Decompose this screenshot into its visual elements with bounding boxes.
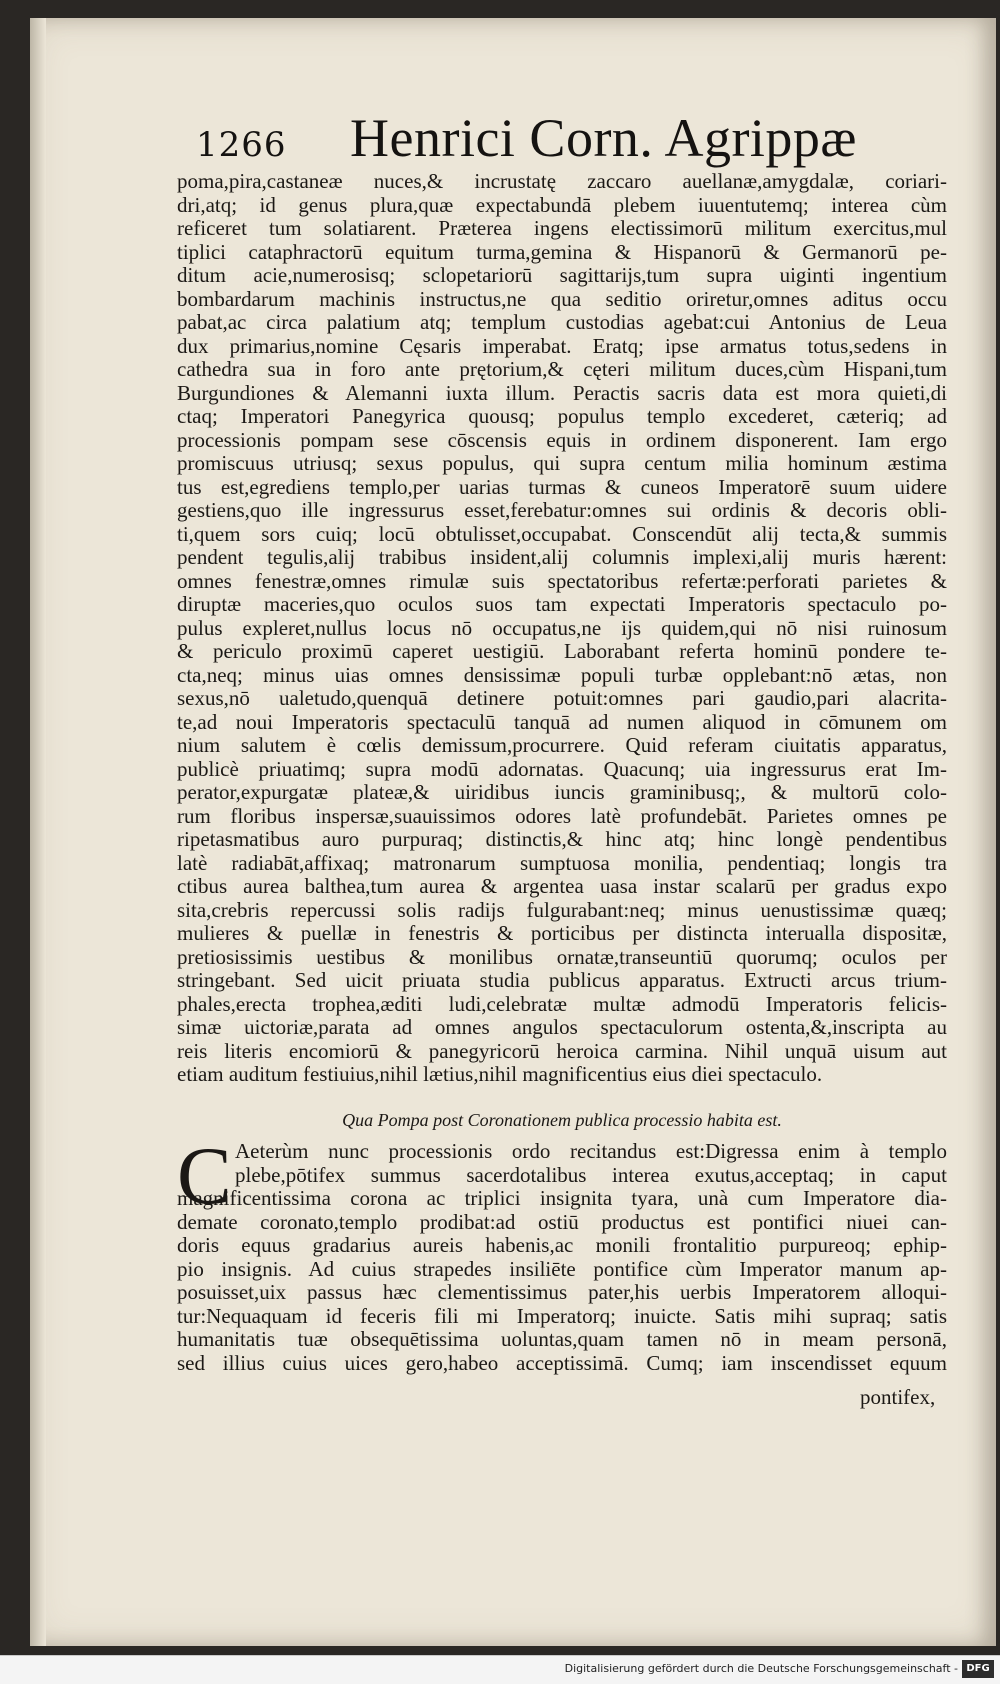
text-line: simæ uictoriæ,parata ad omnes angulos spectaculorum ostenta,&,inscripta au	[177, 1016, 947, 1039]
text-line: rum floribus inspersæ,suauissimos odores latè profundebāt. Parietes omnes pe	[177, 804, 947, 828]
text-line: processionis pompam sese cōscensis equis in ordinem disponerent. Iam ergo	[177, 428, 947, 452]
running-title: Henrici Corn. Agrippæ	[350, 108, 857, 168]
text-line: pretiosissimis uestibus & monilibus ornatæ,transeuntiū quorumq; oculos per	[177, 945, 947, 969]
text-line: stringebant. Sed uicit priuata studia publicus apparatus. Extructi arcus trium-	[177, 969, 947, 992]
text-line: ditum acie,numerosisq; sclopetariorū sagittarijs,tum supra uiginti ingentium	[177, 264, 947, 287]
catchword: pontifex,	[860, 1385, 936, 1409]
text-line: ctaq; Imperatori Panegyrica quousq; populus templo excederet, cæteriq; ad	[177, 405, 947, 428]
text-line: latè radiabāt,affixaq; matronarum sumptuosa monilia, pendentiaq; longis tra	[177, 851, 947, 875]
page-spine-shadow	[30, 18, 46, 1646]
text-line: promiscuus utriusq; sexus populus, qui supra centum milia hominum æstima	[177, 452, 947, 475]
text-line: perator,expurgatæ plateæ,& uiridibus iuncis graminibusq;, & multorū colo-	[177, 781, 947, 804]
page-number: 1266	[196, 125, 287, 165]
text-line: magnificentissima corona ac triplici insignita tyara, unà cum Imperatore dia-	[177, 1187, 947, 1210]
text-line: tus est,egrediens templo,per uarias turmas & cuneos Imperatorē suum uidere	[177, 475, 947, 499]
text-line: Burgundiones & Alemanni iuxta illum. Peractis sacris data est mora quieti,di	[177, 381, 947, 405]
text-line: & periculo proximū caperet uestigiū. Laborabant referta hominū pondere te-	[177, 640, 947, 663]
text-line: tur:Nequaquam id feceris fili mi Imperatorq; inuicte. Satis mihi supraq; satis	[177, 1304, 947, 1328]
text-line: diruptæ maceries,quo oculos suos tam expectati Imperatoris spectaculo po-	[177, 593, 947, 616]
text-line: ctibus aurea baltheа,tum aurea & argentea uasa instar scalarū per gradus expo	[177, 875, 947, 898]
text-line: humanitatis tuæ obsequētissima uoluntas,quam tamen nō in meam personā,	[177, 1328, 947, 1351]
text-line: pulus expleret,nullus locus nō occupatus,ne ijs quidem,qui nō nisi ruinosum	[177, 616, 947, 640]
text-line: pendent tegulis,alij trabibus insident,alij columnis implexi,alij muris hærent:	[177, 546, 947, 569]
dfg-logo: DFG	[962, 1660, 994, 1678]
text-line: bombardarum machinis instructus,ne qua seditio oriretur,omnes aditus occu	[177, 287, 947, 311]
section-heading: Qua Pompa post Coronationem publica processio habita est.	[342, 1110, 782, 1130]
text-line: poma,pira,castaneæ nuces,& incrustatę zaccaro auellanæ,amygdalæ, coriari-	[177, 170, 947, 193]
text-line: omnes fenestræ,omnes rimulæ suis spectatoribus refertæ:perforati parietes &	[177, 569, 947, 593]
text-line: pio insignis. Ad cuius strapedes insiliēte pontifice cùm Imperator manum ap-	[177, 1257, 947, 1281]
text-line: reis literis encomiorū & panegyricorū heroica carmina. Nihil unquā uisum aut	[177, 1039, 947, 1063]
text-line: gestiens,quo ille ingressurus esset,ferebatur:omnes sui ordinis & decoris obli-	[177, 499, 947, 522]
text-line: te,ad noui Imperatoris spectaculū tanquā ad numen aliquod in cōmunem om	[177, 710, 947, 734]
text-line: cathedra sua in foro ante prętorium,& cęteri militum duces,cùm Hispani,tum	[177, 358, 947, 381]
text-line: demate coronato,templo prodibat:ad ostiū productus est pontifici niuei can-	[177, 1210, 947, 1234]
text-line: dux primarius,nomine Cęsaris imperabat. Eratq; ipse armatus totus,sedens in	[177, 334, 947, 358]
text-line: publicè priuatimq; supra modū adornatas. Quacunq; uia ingressurus erat Im-	[177, 757, 947, 781]
footer-bar	[0, 1655, 1000, 1684]
second-paragraph	[177, 1130, 947, 1375]
text-line: Aeterùm nunc processionis ordo recitandus est:Digressa enim à templo	[235, 1140, 947, 1163]
text-line: etiam auditum festiuius,nihil lætius,nihil magnificentius eius diei spectaculo.	[177, 1063, 823, 1086]
page-header	[170, 105, 930, 168]
text-line: sita,crebris repercussi solis radijs fulgurabant:neq; minus uenustissimæ quæq;	[177, 898, 947, 922]
text-line: sexus,nō ualetudo,quenquā detinere potuit:omnes pari gaudio,pari alacrita-	[177, 687, 947, 710]
text-line: dri,atq; id genus plura,quæ expectabundā plebem iuuentutemq; interea cùm	[177, 193, 947, 217]
text-line: sed illius cuius uices gero,habeo acceptissimā. Cumq; iam inscendisset equum	[177, 1351, 947, 1375]
text-line: ripetasmatibus auro purpuraq; distinctis,& hinc atq; hinc longè pendentibus	[177, 828, 947, 851]
text-line: doris equus gradarius aureis habenis,ac monili frontalitio purpureoq; ephip-	[177, 1234, 947, 1257]
text-line: nium salutem è cœlis demissum,procurrere. Quid referam ciuitatis apparatus,	[177, 734, 947, 757]
text-line: mulieres & puellæ in fenestris & porticibus per distincta interualla dispositæ,	[177, 922, 947, 945]
text-line: cta,neq; minus uias omnes densissimæ populi turbæ opplebant:nō ætas, non	[177, 663, 947, 687]
text-line: reficeret tum solatiarent. Præterea ingens electissimorū militum exercitus,mul	[177, 217, 947, 240]
text-line: posuisset,uix passus hæc clementissimus pater,his uerbis Imperatorem alloqui-	[177, 1281, 947, 1304]
text-line: plebe,pōtifex summus sacerdotalibus interea exutus,acceptaq; in caput	[235, 1163, 947, 1187]
funding-credit: Digitalisierung gefördert durch die Deutsche Forschungsgemeinschaft -	[564, 1662, 958, 1675]
drop-cap: C	[177, 1130, 232, 1221]
text-line: phales,erecta trophea,æditi ludi,celebratæ multæ admodū Imperatoris felicis-	[177, 992, 947, 1016]
text-line: pabat,ac circa palatium atq; templum custodias agebat:cui Antonius de Leua	[177, 311, 947, 334]
text-line: ti,quem sors cuiq; locū obtulisset,occupabat. Conscendūt alij tecta,& summis	[177, 522, 947, 546]
main-text-block	[177, 170, 947, 1087]
text-line: tiplici cataphractorū equitum turma,gemina & Hispanorū & Germanorū pe-	[177, 240, 947, 264]
